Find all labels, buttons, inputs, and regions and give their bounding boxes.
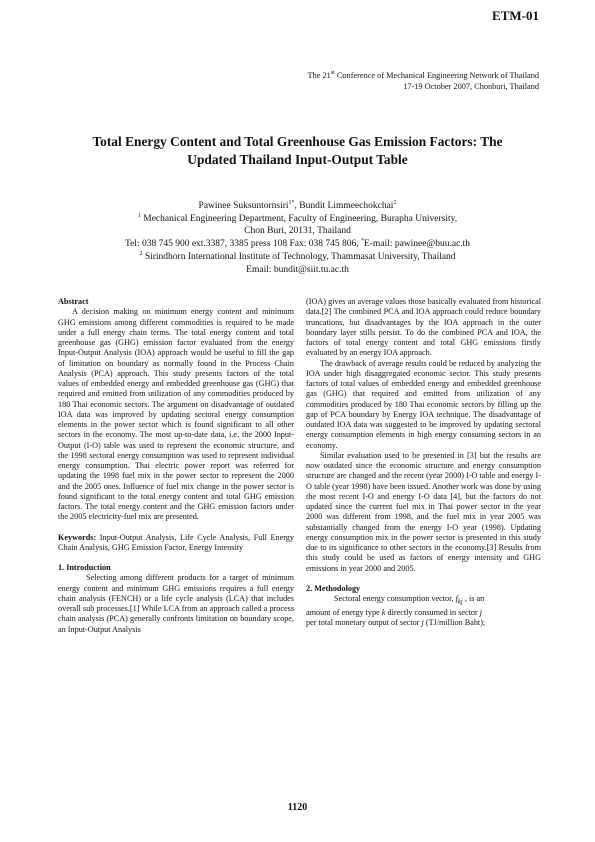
title-line-2: Updated Thailand Input-Output Table [187,152,408,167]
intro-paragraph-3: Similar evaluation used to be presented in [3] but the results are now outdated since the economic structure and energy consumption structure are changed and the recent (year 2000) I-O table and energy I-O table (year 1998) have been issued. Another work was done by using the most recent I-O and energy I-O data [4], but the factors do not updated since the current fuel mix in Thai power sector in the year 2000 was different from 1998, and the fuel mix in year 2005 was substantially changed from the energy I-O year (1998). Updating energy consumption mix in the power sector is presented in this study due to its significance to other sectors in the economy.[3] Results from this study could be used as factors of energy intensity and GHG emissions in year 2000 and 2005. [306,450,541,573]
conference-info [308,70,540,92]
contact-2: Email: bundit@siit.tu.ac.th [246,264,349,275]
intro-paragraph-2: The drawback of average results could be reduced by analyzing the IOA under high disaggregated economic sector. This study presents factors of total values of embedded energy and embedded greenhouse gas (GHG) that required and emitted from utilization of any commodities produced by 180 Thai economic sectors by filling up the gap of PCA boundary by Energy IOA technique. The disadvantage of outdated IOA data was suggested to be improved by updating sectoral energy consumption elements in high energy consuming sectors in an economy. [306,358,541,450]
methodology-line-1: Sectoral energy consumption vector, $f_{kj}$ , is an [334,594,485,606]
affiliation-2: $^2$ Sirindhorn International Institute of Technology, Thammasat University, Thailand [139,250,456,262]
conference-dates: 17-19 October 2007, Chonburi, Thailand [403,82,539,91]
contact-1: Tel: 038 745 900 ext.3387, 3385 press 108 Fax: 038 745 806, *E-mail: pawinee@buu.ac.th [124,237,471,250]
affiliation-1-location: Chon Buri, 20131, Thailand [244,226,351,237]
keywords-text: Input-Output Analysis, Life Cycle Analysis, Full Energy Chain Analysis, GHG Emission Factor, Energy Intensity [58,532,294,552]
abstract-body: A decision making on minimum energy content and minimum GHG emissions among different commodities is required to be made under a full energy chain terms. The total energy content and total greenhouse gas (GHG) emission factor evaluated from the energy Input-Output Analysis (IOA) approach would be useful to fill the gap of limitation on boundary as normally found in the Process Chain Analysis (PCA) approach. This study presents factors of the total values of embedded energy and embedded greenhouse gas (GHG) that required and emitted from utilization of any commodities produced by 180 Thai economic sectors. The argument on disadvantage of outdated IOA data was improved by updating sectoral energy consumption elements in the power sector which is found significant to all other sectors in the economy. The most up-to-date data, i.e. the 2000 Input-Output (I-O) table was used to represent the economic structure, and the 1998 sectoral energy consumption was used to represent individual energy consumption. Thai electric power report was referred for updating the 1998 fuel mix in the power sector to represent the 2000 and the 2005 ones. Influence of fuel mix change in the power sector is found significant to the total energy content and total GHG emission factors. The total energy content and the GHG emission factors under the 2005 electricity-fuel mix are presented. [58,307,294,522]
keywords [58,533,294,554]
intro-paragraph-1: (IOA) gives an average values those basically evaluated from historical data.[2] The combined PCA and IOA approach could reduce boundary truncations, but disadvantages by the IOA approach in the outer boundary layer stills persist. To do the combined PCA and IOA, the factors of total energy content and total GHG emissions firstly evaluated by an energy IOA approach. [306,297,541,358]
affiliation-1: $^1$ Mechanical Engineering Department, Faculty of Engineering, Burapha University, [137,212,458,224]
introduction-heading: 1. Introduction [58,563,111,572]
keywords-label: Keywords: [58,532,97,542]
page-number: 1120 [287,802,308,813]
methodology-line-3: per total monetary output of sector j (TJ/million Baht); [306,618,486,628]
introduction-body: Selecting among different products for a target of minimum energy content and minimum GHG emissions requires a full energy chain analysis (FENCH) or a life cycle analysis (LCA) that includes overall sub processes.[1] While LCA from an approach called a process chain analysis (PCA) generally confronts limitation on boundary scope, an Input-Output Analysis [58,573,294,634]
methodology-line-2: amount of energy type k directly consumed in sector j [306,607,483,617]
right-column [306,297,541,628]
left-column [58,297,294,635]
conference-name: The 21st Conference of Mechanical Engineering Network of Thailand [307,70,539,80]
paper-code: ETM-01 [492,8,539,23]
author-block [40,200,555,276]
title-line-1: Total Energy Content and Total Greenhouse Gas Emission Factors: The [92,134,503,149]
methodology-heading: 2. Methodology [306,583,361,593]
author-names: Pawinee Suksuntornsiri$^{1*}$, Bundit Limmeechokchai$^2$ [198,199,397,211]
paper-title [40,133,555,169]
abstract-heading: Abstract [58,297,89,306]
